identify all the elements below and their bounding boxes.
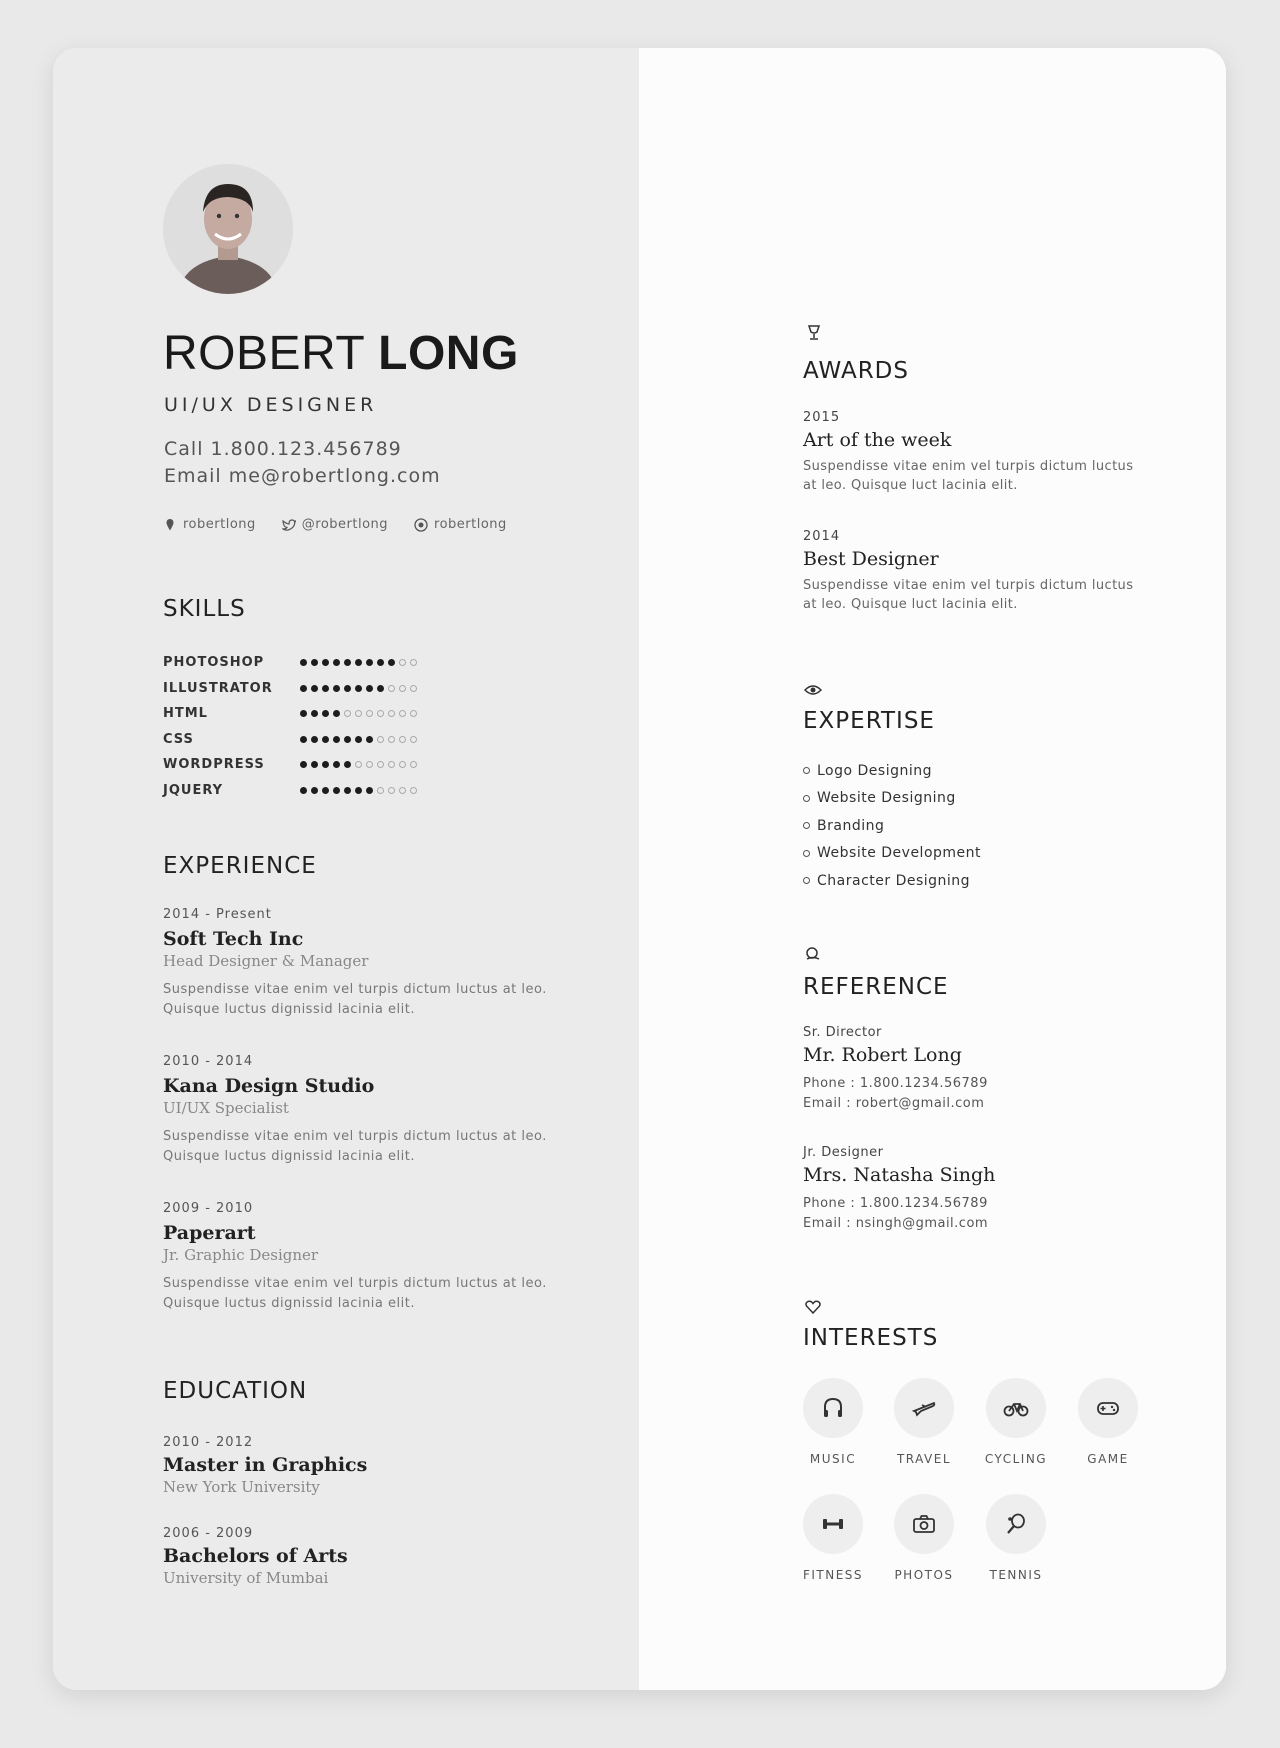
rating-dot-filled bbox=[333, 787, 340, 794]
skill-name: HTML bbox=[163, 706, 208, 722]
experience-item bbox=[163, 907, 583, 1020]
rating-dot-empty bbox=[399, 736, 406, 743]
skill-row bbox=[163, 676, 463, 702]
social-handle: robertlong bbox=[183, 517, 256, 532]
rating-dot-empty bbox=[410, 659, 417, 666]
contact-info bbox=[164, 436, 441, 490]
skill-row bbox=[163, 778, 463, 804]
first-name: ROBERT bbox=[163, 327, 365, 380]
interest-label: MUSIC bbox=[809, 1452, 857, 1466]
reference-label: Jr. Designer bbox=[803, 1145, 884, 1160]
rating-dot-filled bbox=[344, 736, 351, 743]
interests-title: INTERESTS bbox=[803, 1325, 939, 1351]
rating-dot-empty bbox=[388, 685, 395, 692]
experience-description: Suspendisse vitae enim vel turpis dictum luctus at leo. Quisque luctus dignissid lacinia elit. bbox=[163, 1276, 547, 1311]
education-title: EDUCATION bbox=[163, 1378, 308, 1404]
social-link-twitter[interactable] bbox=[282, 517, 388, 532]
skill-rating bbox=[300, 736, 417, 743]
interest-fitness bbox=[787, 1494, 879, 1582]
skill-row bbox=[163, 650, 463, 676]
experience-description: Suspendisse vitae enim vel turpis dictum luctus at leo. Quisque luctus dignissid lacinia elit. bbox=[163, 1129, 547, 1164]
reference-label: Sr. Director bbox=[803, 1025, 882, 1040]
experience-item bbox=[163, 1201, 583, 1314]
list-item bbox=[803, 812, 981, 840]
rating-dot-empty bbox=[410, 685, 417, 692]
rating-dot-filled bbox=[322, 736, 329, 743]
experience-period: 2009 - 2010 bbox=[163, 1201, 254, 1216]
left-column bbox=[53, 48, 639, 1690]
trophy-icon bbox=[805, 324, 823, 342]
rating-dot-filled bbox=[322, 761, 329, 768]
rating-dot-filled bbox=[355, 659, 362, 666]
experience-title: EXPERIENCE bbox=[163, 853, 317, 879]
rating-dot-empty bbox=[388, 710, 395, 717]
rating-dot-empty bbox=[355, 761, 362, 768]
reference-email[interactable]: Email : robert@gmail.com bbox=[803, 1096, 985, 1111]
rating-dot-filled bbox=[355, 787, 362, 794]
eye-icon bbox=[804, 681, 822, 699]
reference-item bbox=[803, 1145, 1143, 1234]
award-year: 2015 bbox=[803, 410, 841, 425]
rating-dot-filled bbox=[333, 710, 340, 717]
rating-dot-filled bbox=[333, 685, 340, 692]
experience-description: Suspendisse vitae enim vel turpis dictum luctus at leo. Quisque luctus dignissid lacinia elit. bbox=[163, 982, 547, 1017]
rating-dot-filled bbox=[300, 685, 307, 692]
social-link-dribbble[interactable] bbox=[414, 517, 507, 532]
experience-company: Kana Design Studio bbox=[163, 1075, 375, 1097]
gamepad-icon bbox=[1095, 1395, 1121, 1421]
education-item bbox=[163, 1526, 583, 1587]
list-item bbox=[803, 840, 981, 868]
rating-dot-empty bbox=[377, 710, 384, 717]
interest-label: TRAVEL bbox=[896, 1452, 952, 1466]
rating-dot-empty bbox=[355, 710, 362, 717]
interest-label: CYCLING bbox=[984, 1452, 1048, 1466]
award-title: Best Designer bbox=[803, 548, 939, 570]
rating-dot-filled bbox=[300, 761, 307, 768]
dumbbell-icon bbox=[820, 1511, 846, 1537]
experience-period: 2014 - Present bbox=[163, 907, 272, 922]
skill-name: WORDPRESS bbox=[163, 757, 265, 773]
social-links bbox=[163, 517, 507, 532]
skill-row bbox=[163, 752, 463, 778]
experience-position: UI/UX Specialist bbox=[163, 1099, 289, 1117]
rating-dot-filled bbox=[344, 787, 351, 794]
rating-dot-empty bbox=[399, 659, 406, 666]
skill-name: CSS bbox=[163, 731, 194, 747]
award-description: Suspendisse vitae enim vel turpis dictum luctus at leo. Quisque luct lacinia elit. bbox=[803, 459, 1134, 493]
reference-item bbox=[803, 1025, 1143, 1114]
reference-title: REFERENCE bbox=[803, 974, 949, 1000]
rating-dot-empty bbox=[377, 736, 384, 743]
rating-dot-empty bbox=[410, 787, 417, 794]
rating-dot-filled bbox=[366, 685, 373, 692]
expertise-label: Logo Designing bbox=[817, 762, 933, 779]
skill-row bbox=[163, 701, 463, 727]
avatar bbox=[163, 164, 293, 294]
rating-dot-filled bbox=[377, 685, 384, 692]
social-handle: robertlong bbox=[434, 517, 507, 532]
rating-dot-empty bbox=[410, 761, 417, 768]
rating-dot-filled bbox=[300, 736, 307, 743]
skill-row bbox=[163, 727, 463, 753]
rating-dot-empty bbox=[344, 710, 351, 717]
camera-icon bbox=[911, 1511, 937, 1537]
expertise-label: Website Development bbox=[817, 845, 982, 862]
phone-line: Call 1.800.123.456789 bbox=[164, 438, 402, 460]
rating-dot-empty bbox=[399, 761, 406, 768]
rating-dot-filled bbox=[311, 761, 318, 768]
reference-phone: Phone : 1.800.1234.56789 bbox=[803, 1196, 988, 1211]
headphones-icon bbox=[820, 1395, 846, 1421]
social-handle: @robertlong bbox=[301, 517, 389, 532]
resume-card bbox=[53, 48, 1226, 1690]
education-period: 2006 - 2009 bbox=[163, 1526, 254, 1541]
experience-position: Jr. Graphic Designer bbox=[163, 1246, 319, 1264]
last-name: LONG bbox=[378, 327, 519, 380]
education-school: New York University bbox=[163, 1478, 320, 1496]
rating-dot-filled bbox=[311, 685, 318, 692]
interest-label: GAME bbox=[1087, 1452, 1129, 1466]
handshake-icon bbox=[804, 945, 822, 963]
rating-dot-empty bbox=[410, 736, 417, 743]
experience-position: Head Designer & Manager bbox=[163, 952, 369, 970]
rating-dot-filled bbox=[344, 659, 351, 666]
rating-dot-empty bbox=[377, 761, 384, 768]
rating-dot-filled bbox=[311, 787, 318, 794]
bicycle-icon bbox=[1003, 1395, 1029, 1421]
interest-label: TENNIS bbox=[989, 1568, 1043, 1582]
interest-photos bbox=[878, 1494, 970, 1582]
rating-dot-filled bbox=[344, 761, 351, 768]
skill-rating bbox=[300, 659, 417, 666]
reference-name: Mrs. Natasha Singh bbox=[803, 1164, 996, 1186]
expertise-label: Website Designing bbox=[817, 790, 956, 807]
skill-rating bbox=[300, 685, 417, 692]
award-description: Suspendisse vitae enim vel turpis dictum luctus at leo. Quisque luct lacinia elit. bbox=[803, 578, 1134, 612]
rating-dot-empty bbox=[366, 710, 373, 717]
award-item bbox=[803, 410, 1143, 495]
skill-name: PHOTOSHOP bbox=[163, 655, 265, 671]
rating-dot-filled bbox=[377, 659, 384, 666]
education-degree: Master in Graphics bbox=[163, 1454, 368, 1476]
interest-game bbox=[1062, 1378, 1154, 1466]
dribbble-icon bbox=[414, 518, 428, 532]
email-line: Email me@robertlong.com bbox=[164, 465, 441, 487]
experience-item bbox=[163, 1054, 583, 1167]
rating-dot-filled bbox=[333, 761, 340, 768]
rating-dot-empty bbox=[399, 685, 406, 692]
expertise-list bbox=[803, 757, 981, 895]
list-item bbox=[803, 867, 981, 895]
interest-label: FITNESS bbox=[802, 1568, 864, 1582]
heart-icon bbox=[804, 1298, 822, 1316]
experience-company: Soft Tech Inc bbox=[163, 928, 304, 950]
expertise-label: Character Designing bbox=[817, 872, 971, 889]
rating-dot-filled bbox=[388, 659, 395, 666]
education-period: 2010 - 2012 bbox=[163, 1435, 254, 1450]
expertise-title: EXPERTISE bbox=[803, 708, 935, 734]
experience-period: 2010 - 2014 bbox=[163, 1054, 254, 1069]
right-column bbox=[639, 48, 1226, 1690]
rating-dot-filled bbox=[311, 736, 318, 743]
skill-rating bbox=[300, 787, 417, 794]
tennis-icon bbox=[1003, 1511, 1029, 1537]
reference-name: Mr. Robert Long bbox=[803, 1044, 962, 1066]
rating-dot-empty bbox=[410, 710, 417, 717]
award-item bbox=[803, 529, 1143, 614]
rating-dot-filled bbox=[322, 710, 329, 717]
rating-dot-filled bbox=[322, 685, 329, 692]
award-title: Art of the week bbox=[803, 429, 952, 451]
list-item bbox=[803, 785, 981, 813]
interest-tennis bbox=[970, 1494, 1062, 1582]
twitter-icon bbox=[282, 518, 296, 532]
rating-dot-filled bbox=[333, 659, 340, 666]
rating-dot-filled bbox=[355, 736, 362, 743]
education-degree: Bachelors of Arts bbox=[163, 1545, 348, 1567]
rating-dot-filled bbox=[322, 787, 329, 794]
education-item bbox=[163, 1435, 583, 1496]
rating-dot-filled bbox=[344, 685, 351, 692]
rating-dot-filled bbox=[300, 659, 307, 666]
interest-music bbox=[787, 1378, 879, 1466]
pin-icon bbox=[163, 518, 177, 532]
rating-dot-empty bbox=[377, 787, 384, 794]
skill-rating bbox=[300, 761, 417, 768]
list-item bbox=[803, 757, 981, 785]
skill-rating bbox=[300, 710, 417, 717]
rating-dot-filled bbox=[333, 736, 340, 743]
skills-title: SKILLS bbox=[163, 596, 246, 622]
education-school: University of Mumbai bbox=[163, 1569, 329, 1587]
rating-dot-filled bbox=[366, 787, 373, 794]
full-name bbox=[163, 326, 519, 381]
expertise-label: Branding bbox=[817, 817, 885, 834]
rating-dot-empty bbox=[399, 710, 406, 717]
rating-dot-empty bbox=[399, 787, 406, 794]
skill-name: ILLUSTRATOR bbox=[163, 680, 273, 696]
reference-email[interactable]: Email : nsingh@gmail.com bbox=[803, 1216, 989, 1231]
skill-name: JQUERY bbox=[163, 782, 224, 798]
awards-title: AWARDS bbox=[803, 358, 909, 384]
rating-dot-empty bbox=[388, 736, 395, 743]
interest-label: PHOTOS bbox=[894, 1568, 954, 1582]
airplane-icon bbox=[911, 1395, 937, 1421]
rating-dot-filled bbox=[311, 659, 318, 666]
skills-list bbox=[163, 650, 463, 803]
rating-dot-empty bbox=[388, 761, 395, 768]
rating-dot-filled bbox=[366, 736, 373, 743]
rating-dot-empty bbox=[388, 787, 395, 794]
interest-cycling bbox=[970, 1378, 1062, 1466]
job-title: UI/UX DESIGNER bbox=[164, 394, 378, 416]
rating-dot-empty bbox=[366, 761, 373, 768]
rating-dot-filled bbox=[311, 710, 318, 717]
rating-dot-filled bbox=[300, 710, 307, 717]
rating-dot-filled bbox=[300, 787, 307, 794]
reference-phone: Phone : 1.800.1234.56789 bbox=[803, 1076, 988, 1091]
rating-dot-filled bbox=[366, 659, 373, 666]
experience-company: Paperart bbox=[163, 1222, 256, 1244]
rating-dot-filled bbox=[355, 685, 362, 692]
award-year: 2014 bbox=[803, 529, 841, 544]
interest-travel bbox=[878, 1378, 970, 1466]
social-link-pin[interactable] bbox=[163, 517, 256, 532]
rating-dot-filled bbox=[322, 659, 329, 666]
